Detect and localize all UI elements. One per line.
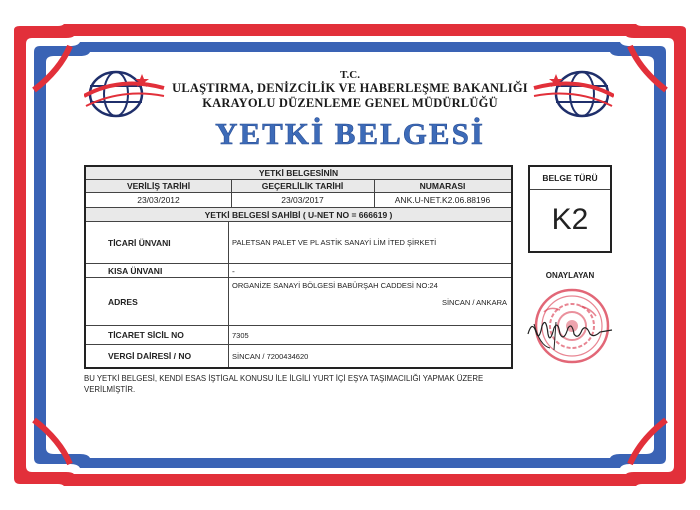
column-header-issue-date: VERİLİŞ TARİHİ [126,181,191,191]
address-line-2: SİNCAN / ANKARA [441,297,507,307]
document-title: YETKİ BELGESİ [215,116,485,151]
column-header-row [86,180,511,193]
holder-title-row [86,208,511,222]
valid-until-date: 23/03/2017 [281,195,324,205]
tax-label: VERGİ DAİRESİ / NO [108,351,192,361]
address-row [86,278,511,326]
header-tc: T.C. [340,69,360,81]
short-name-row [86,264,511,278]
trade-name-value: PALETSAN PALET VE PL ASTİK SANAYİ LİM İTED ŞİRKETİ [232,238,437,247]
registry-label: TİCARET SİCİL NO [108,330,184,340]
ministry-name: ULAŞTIRMA, DENİZCİLİK VE HABERLEŞME BAKANLIĞI [172,81,528,95]
official-seal-stamp [520,282,620,374]
section-title-row [86,167,511,180]
tax-value: SİNCAN / 7200434620 [232,351,309,361]
trade-name-label: TİCARİ ÜNVANI [108,237,171,248]
address-label: ADRES [108,296,138,307]
note-text: BU YETKİ BELGESİ, KENDİ ESAS İŞTİGAL KONUSU İLE İLGİLİ YURT İÇİ EŞYA TAŞIMACILIĞI YAPMAK ÜZERE VERİLMİŞTİR. [84,374,484,394]
holder-title: YETKİ BELGESİ SAHİBİ ( U-NET NO = 666619 ) [204,209,393,220]
column-header-number: NUMARASI [419,181,466,191]
registry-row [86,326,511,345]
tax-row [86,345,511,367]
issue-date: 23/03/2012 [137,195,180,205]
document-type-value: K2 [551,203,589,236]
address-line-1: ORGANİZE SANAYİ BÖLGESİ BABÜRŞAH CADDESİ NO:24 [232,280,438,290]
approval-label: ONAYLAYAN [545,271,595,280]
document-type-box [528,165,612,253]
trade-name-row [86,222,511,264]
registry-value: 7305 [232,330,249,340]
dates-row [86,193,511,208]
section-title: YETKİ BELGESİNİN [258,168,339,178]
short-name-label: KISA ÜNVANI [108,265,163,276]
certificate-table [84,165,513,369]
document-type-label: BELGE TÜRÜ [530,167,610,190]
column-header-valid-until: GEÇERLİLİK TARİHİ [261,181,344,191]
short-name-value: - [232,265,235,276]
directorate-name: KARAYOLU DÜZENLEME GENEL MÜDÜRLÜĞÜ [202,96,498,110]
certificate-number: ANK.U-NET.K2.06.88196 [394,195,491,205]
